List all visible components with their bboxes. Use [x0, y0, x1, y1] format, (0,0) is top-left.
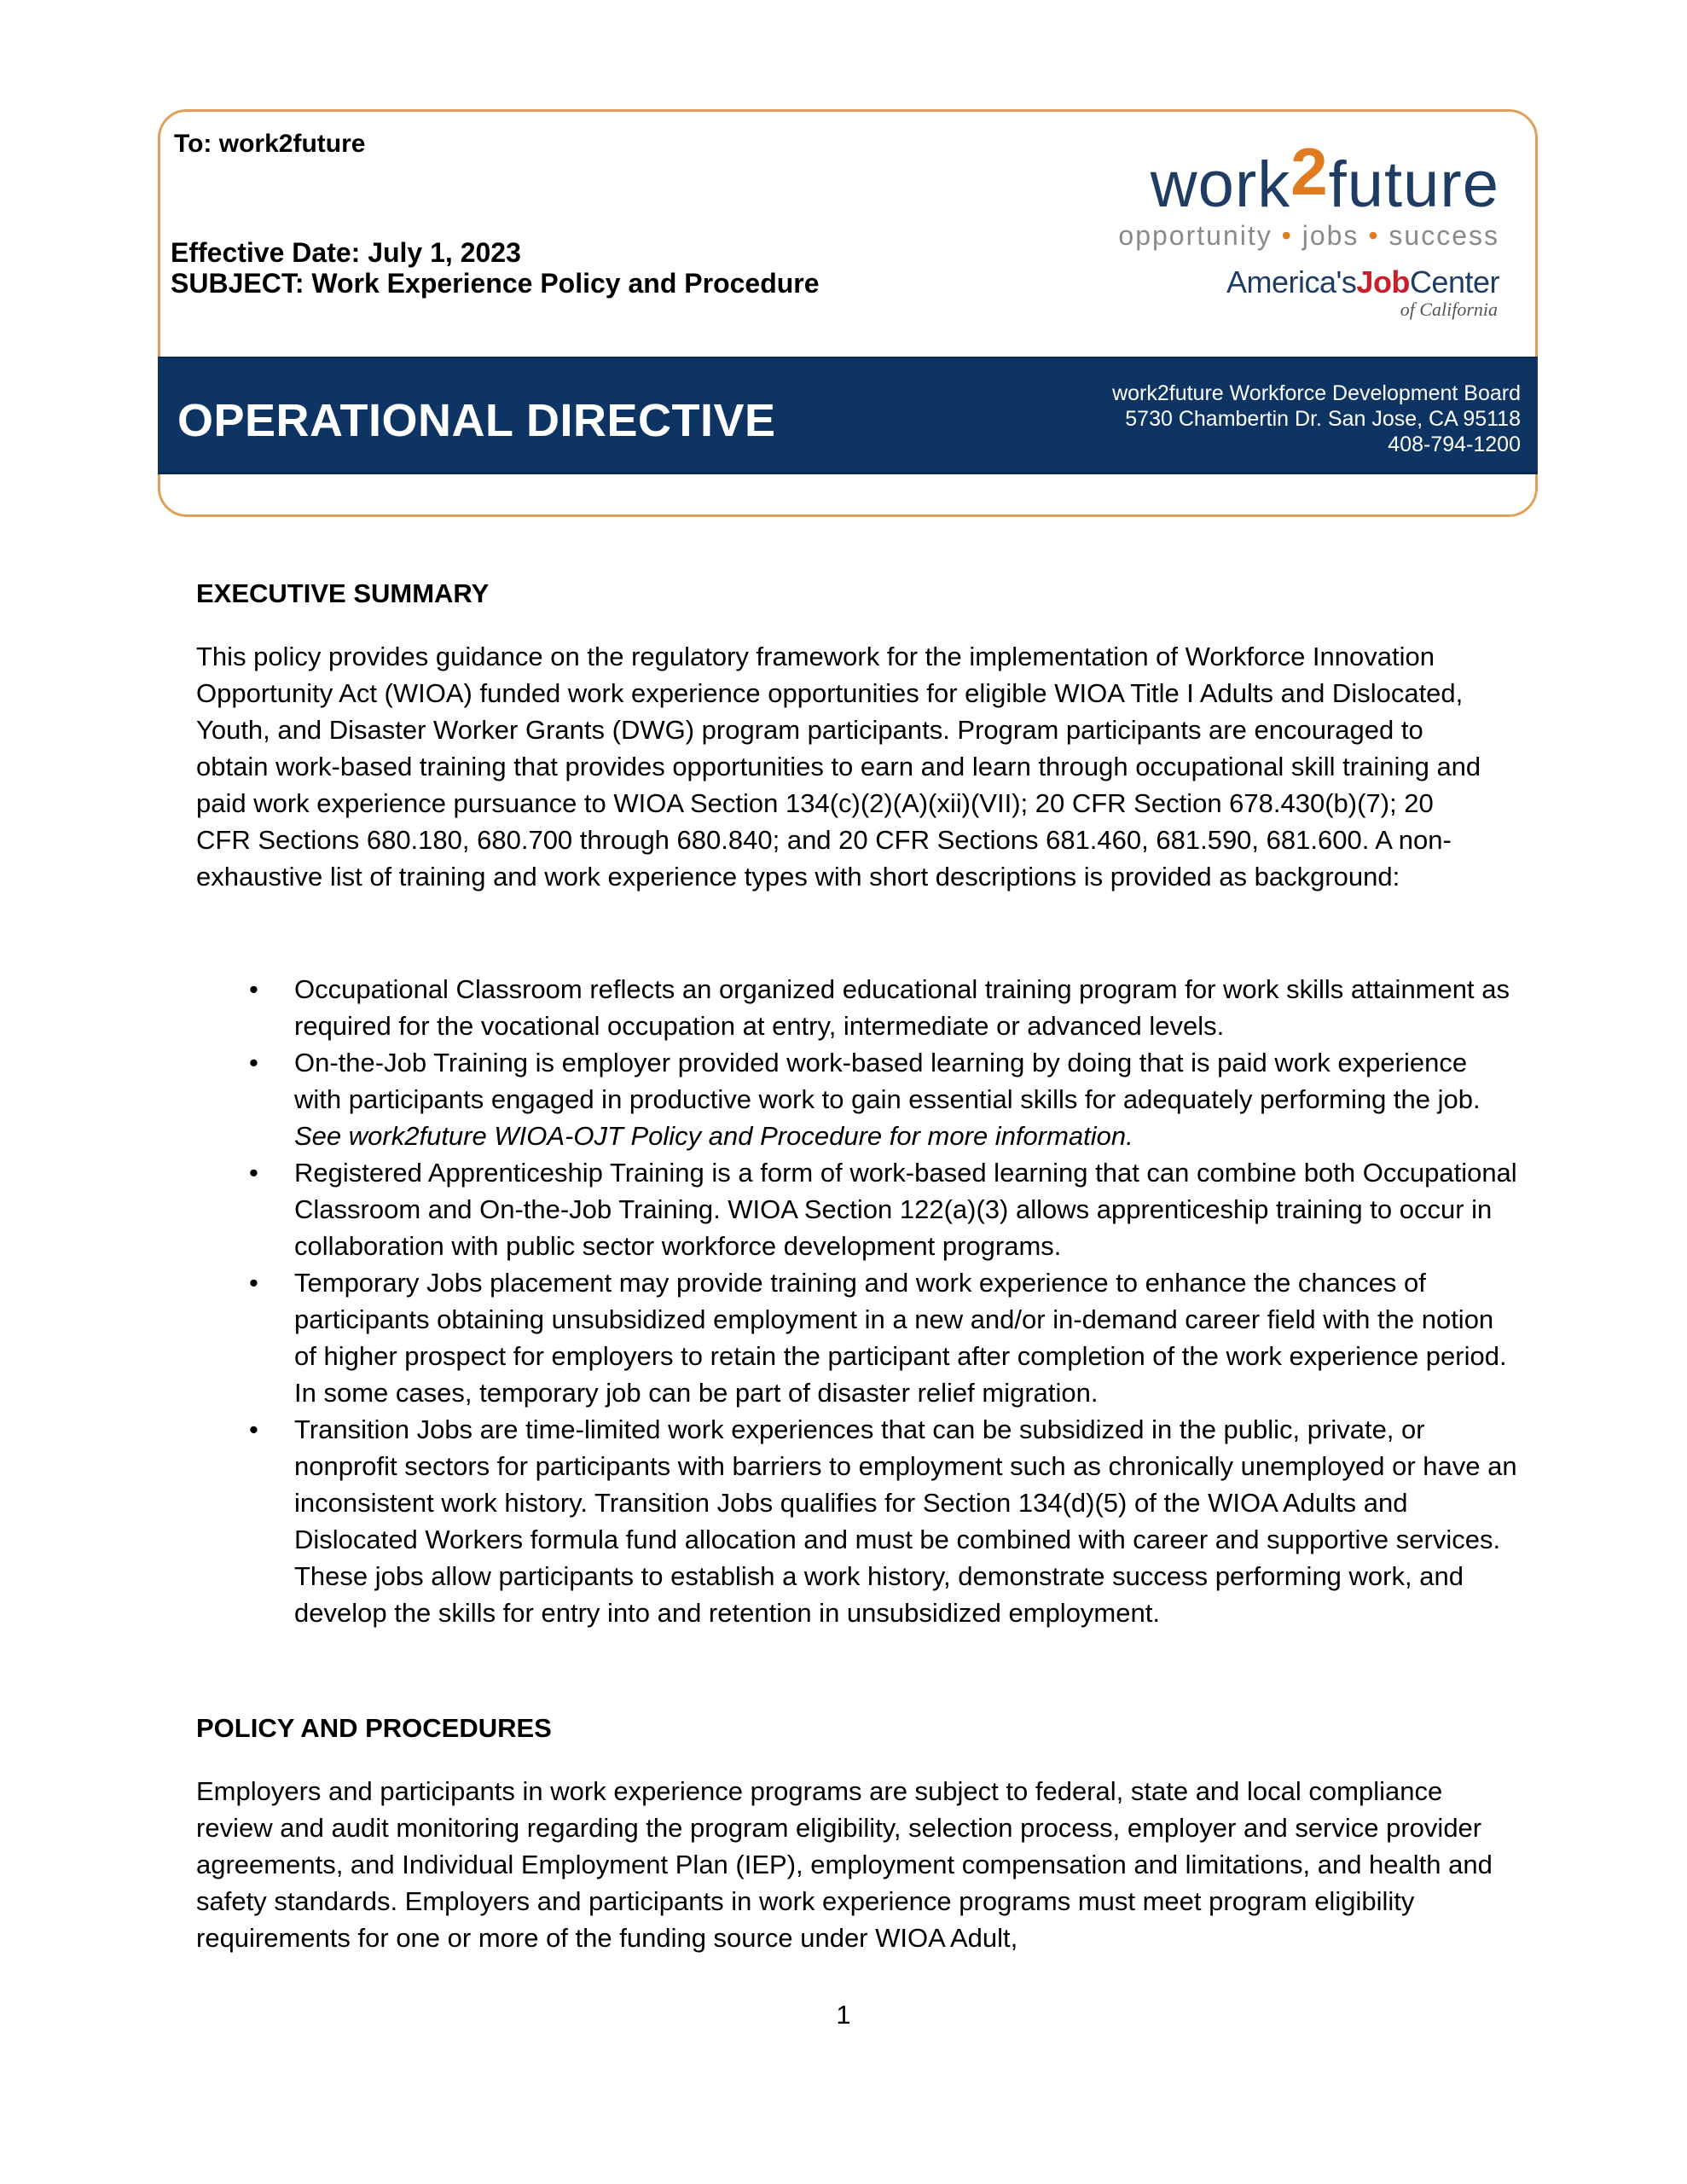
executive-summary-paragraph: This policy provides guidance on the regulatory framework for the implementation of Workforce Innovation Opportunity Act (WIOA) funded work experience opportunities for eligible WIOA Title I Adults and Dislocated, Youth, and Disaster Worker Grants (DWG) program participants. Program participants are encouraged to obtain work-based training that provides opportunities to earn and learn through occupational skill training and paid work experience pursuance to WIOA Section 134(c)(2)(A)(xii)(VII); 20 CFR Section 678.430(b)(7); 20 CFR Sections 680.180, 680.700 through 680.840; and 20 CFR Sections 681.460, 681.590, 681.600. A non-exhaustive list of training and work experience types with short descriptions is provided as background: — [196, 642, 1481, 892]
logo-tagline: opportunity • jobs • success — [1118, 220, 1499, 251]
organization-address: 5730 Chambertin Dr. San Jose, CA 95118 — [1125, 407, 1521, 431]
banner-title: OPERATIONAL DIRECTIVE — [177, 395, 776, 446]
page-number: 1 — [836, 2000, 851, 2030]
policy-procedures-paragraph: Employers and participants in work experience programs are subject to federal, state and local compliance review and audit monitoring regarding the program eligibility, selection process, employer and service provider agreements, and Individual Employment Plan (IEP), employment compensation and limitations, and health and safety standards. Employers and participants in work experience programs must meet program eligibility requirements for one or more of the funding source under WIOA Adult, — [196, 1776, 1493, 1953]
work-experience-types-list — [196, 971, 1518, 1631]
recipient-line: To: work2future — [174, 130, 366, 158]
bullet-icon: • — [249, 974, 258, 1004]
organization-contact — [1112, 380, 1521, 457]
effective-date: Effective Date: July 1, 2023 — [171, 237, 521, 268]
list-item: • Temporary Jobs placement may provide training and work experience to enhance the chances of participants obtaining unsubsidized employment in a new and/or in-demand career field with the notion of higher prospect for employers to retain the participant after completion of the work experience period. In some cases, temporary job can be part of disaster relief migration. — [196, 1264, 1518, 1411]
ojt-policy-reference: See work2future WIOA-OJT Policy and Procedure for more information. — [294, 1121, 1133, 1151]
bullet-icon: • — [249, 1268, 258, 1298]
subject-line: SUBJECT: Work Experience Policy and Procedure — [171, 268, 820, 299]
list-item: • Occupational Classroom reflects an organized educational training program for work skills attainment as required for the vocational occupation at entry, intermediate or advanced levels. — [196, 971, 1518, 1044]
policy-procedures-heading: POLICY AND PROCEDURES — [196, 1713, 552, 1743]
bullet-icon: • — [249, 1158, 258, 1188]
work2future-logo — [1118, 134, 1510, 324]
logo-wordmark: work2future — [1150, 134, 1499, 221]
bullet-icon: • — [249, 1048, 258, 1077]
organization-name: work2future Workforce Development Board — [1112, 381, 1521, 405]
list-item: • Transition Jobs are time-limited work experiences that can be subsidized in the public, private, or nonprofit sectors for participants with barriers to employment such as chronically unemployed or have an inconsistent work history. Transition Jobs qualifies for Section 134(d)(5) of the WIOA Adults and Dislocated Workers formula fund allocation and must be combined with career and supportive services. These jobs allow participants to establish a work history, demonstrate success performing work, and develop the skills for entry into and retention in unsubsidized employment. — [196, 1411, 1518, 1631]
organization-phone: 408-794-1200 — [1388, 433, 1521, 456]
logo-state: of California — [1400, 299, 1498, 320]
list-item: • Registered Apprenticeship Training is a form of work-based learning that can combine both Occupational Classroom and On-the-Job Training. WIOA Section 122(a)(3) allows apprenticeship training to occur in collaboration with public sector workforce development programs. — [196, 1154, 1518, 1264]
list-item: • On-the-Job Training is employer provided work-based learning by doing that is paid work experience with participants engaged in productive work to gain essential skills for adequately performing the job. See work2future WIOA-OJT Policy and Procedure for more information. — [196, 1044, 1518, 1154]
americas-job-center-logo: America'sJobCenter — [1226, 264, 1499, 299]
bullet-icon: • — [249, 1414, 258, 1444]
executive-summary-heading: EXECUTIVE SUMMARY — [196, 578, 490, 608]
